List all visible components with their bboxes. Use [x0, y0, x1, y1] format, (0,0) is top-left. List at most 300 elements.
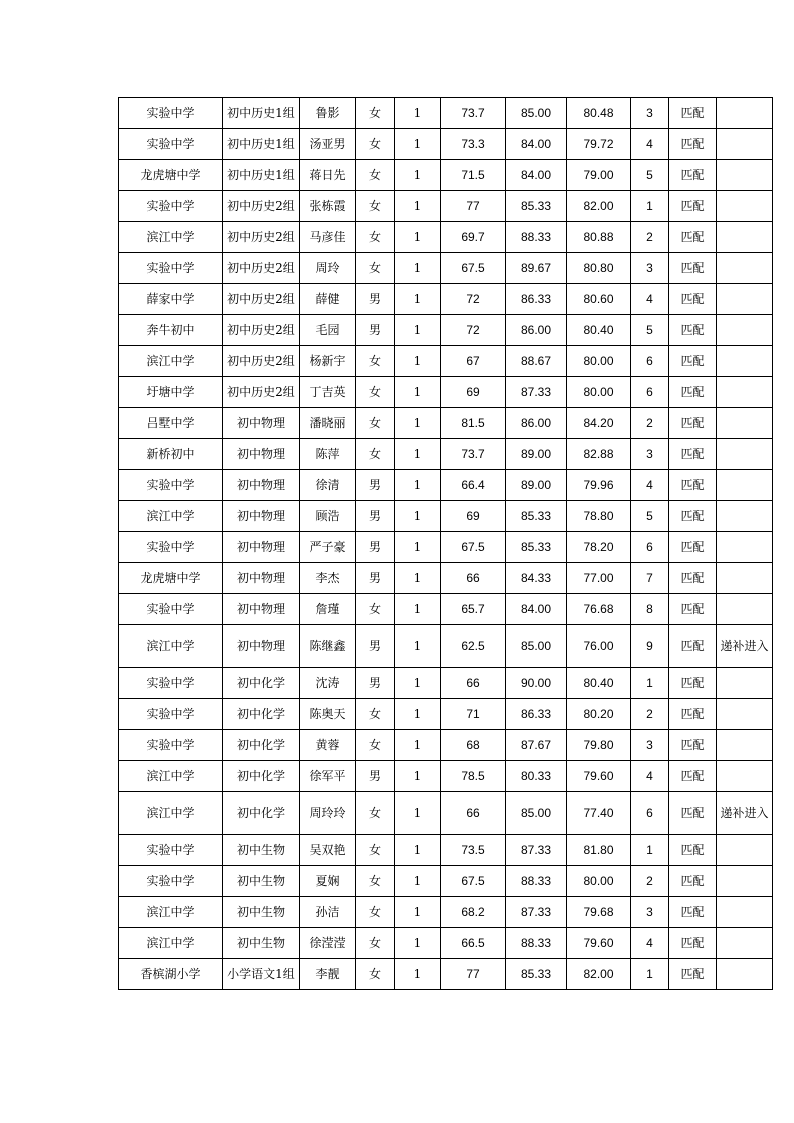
- interview-score-cell: 87.33: [506, 897, 567, 928]
- post-cell: 初中化学: [223, 730, 300, 761]
- gender-cell: 男: [356, 563, 395, 594]
- table-row: [119, 959, 773, 990]
- written-score-cell: 77: [441, 191, 506, 222]
- note-cell: [717, 315, 773, 346]
- note-cell: [717, 928, 773, 959]
- interview-score-cell: 80.33: [506, 761, 567, 792]
- interview-score-cell: 85.33: [506, 959, 567, 990]
- table-row: [119, 284, 773, 315]
- rank-cell: 1: [631, 959, 669, 990]
- table-row: [119, 222, 773, 253]
- name-cell: 顾浩: [300, 501, 356, 532]
- rank-cell: 3: [631, 897, 669, 928]
- total-score-cell: 79.60: [567, 761, 631, 792]
- written-score-cell: 68: [441, 730, 506, 761]
- written-score-cell: 66: [441, 792, 506, 835]
- school-cell: 新桥初中: [119, 439, 223, 470]
- rank-cell: 6: [631, 377, 669, 408]
- status-cell: 匹配: [669, 439, 717, 470]
- total-score-cell: 82.00: [567, 191, 631, 222]
- rank-cell: 6: [631, 792, 669, 835]
- note-cell: [717, 98, 773, 129]
- note-cell: [717, 730, 773, 761]
- name-cell: 詹瑾: [300, 594, 356, 625]
- status-cell: 匹配: [669, 835, 717, 866]
- note-cell: [717, 532, 773, 563]
- note-cell: 递补进入: [717, 792, 773, 835]
- interview-score-cell: 84.33: [506, 563, 567, 594]
- name-cell: 杨新宇: [300, 346, 356, 377]
- note-cell: [717, 959, 773, 990]
- note-cell: [717, 761, 773, 792]
- table-body: [119, 98, 773, 990]
- gender-cell: 男: [356, 284, 395, 315]
- count-cell: 1: [395, 668, 441, 699]
- school-cell: 龙虎塘中学: [119, 563, 223, 594]
- rank-cell: 9: [631, 625, 669, 668]
- school-cell: 实验中学: [119, 668, 223, 699]
- written-score-cell: 81.5: [441, 408, 506, 439]
- written-score-cell: 69.7: [441, 222, 506, 253]
- total-score-cell: 80.00: [567, 346, 631, 377]
- status-cell: 匹配: [669, 501, 717, 532]
- school-cell: 滨江中学: [119, 897, 223, 928]
- interview-score-cell: 88.33: [506, 866, 567, 897]
- note-cell: [717, 408, 773, 439]
- interview-score-cell: 84.00: [506, 160, 567, 191]
- interview-score-cell: 89.00: [506, 470, 567, 501]
- note-cell: [717, 129, 773, 160]
- interview-score-cell: 87.67: [506, 730, 567, 761]
- gender-cell: 女: [356, 699, 395, 730]
- interview-score-cell: 85.33: [506, 532, 567, 563]
- interview-score-cell: 86.00: [506, 315, 567, 346]
- interview-score-cell: 86.33: [506, 284, 567, 315]
- count-cell: 1: [395, 792, 441, 835]
- rank-cell: 1: [631, 835, 669, 866]
- rank-cell: 6: [631, 532, 669, 563]
- name-cell: 马彦佳: [300, 222, 356, 253]
- status-cell: 匹配: [669, 866, 717, 897]
- status-cell: 匹配: [669, 253, 717, 284]
- status-cell: 匹配: [669, 470, 717, 501]
- total-score-cell: 81.80: [567, 835, 631, 866]
- rank-cell: 3: [631, 439, 669, 470]
- post-cell: 初中物理: [223, 625, 300, 668]
- name-cell: 陈萍: [300, 439, 356, 470]
- note-cell: [717, 191, 773, 222]
- count-cell: 1: [395, 563, 441, 594]
- rank-cell: 5: [631, 160, 669, 191]
- school-cell: 吕墅中学: [119, 408, 223, 439]
- status-cell: 匹配: [669, 761, 717, 792]
- written-score-cell: 73.5: [441, 835, 506, 866]
- note-cell: [717, 501, 773, 532]
- status-cell: 匹配: [669, 191, 717, 222]
- name-cell: 潘晓丽: [300, 408, 356, 439]
- written-score-cell: 67.5: [441, 253, 506, 284]
- name-cell: 陈继鑫: [300, 625, 356, 668]
- rank-cell: 7: [631, 563, 669, 594]
- interview-score-cell: 90.00: [506, 668, 567, 699]
- post-cell: 初中物理: [223, 501, 300, 532]
- name-cell: 周玲: [300, 253, 356, 284]
- interview-score-cell: 87.33: [506, 835, 567, 866]
- count-cell: 1: [395, 928, 441, 959]
- note-cell: [717, 897, 773, 928]
- count-cell: 1: [395, 222, 441, 253]
- school-cell: 实验中学: [119, 253, 223, 284]
- status-cell: 匹配: [669, 959, 717, 990]
- post-cell: 初中历史2组: [223, 191, 300, 222]
- interview-score-cell: 88.67: [506, 346, 567, 377]
- total-score-cell: 79.68: [567, 897, 631, 928]
- rank-cell: 5: [631, 315, 669, 346]
- rank-cell: 2: [631, 408, 669, 439]
- written-score-cell: 73.7: [441, 439, 506, 470]
- table-row: [119, 160, 773, 191]
- table-row: [119, 866, 773, 897]
- name-cell: 陈奥天: [300, 699, 356, 730]
- count-cell: 1: [395, 284, 441, 315]
- count-cell: 1: [395, 439, 441, 470]
- post-cell: 小学语文1组: [223, 959, 300, 990]
- table-row: [119, 835, 773, 866]
- post-cell: 初中生物: [223, 897, 300, 928]
- table-row: [119, 501, 773, 532]
- count-cell: 1: [395, 835, 441, 866]
- school-cell: 实验中学: [119, 594, 223, 625]
- school-cell: 实验中学: [119, 835, 223, 866]
- name-cell: 鲁影: [300, 98, 356, 129]
- interview-score-cell: 85.33: [506, 191, 567, 222]
- status-cell: 匹配: [669, 160, 717, 191]
- count-cell: 1: [395, 98, 441, 129]
- post-cell: 初中物理: [223, 439, 300, 470]
- status-cell: 匹配: [669, 315, 717, 346]
- table-row: [119, 897, 773, 928]
- post-cell: 初中生物: [223, 835, 300, 866]
- count-cell: 1: [395, 129, 441, 160]
- gender-cell: 女: [356, 377, 395, 408]
- table-row: [119, 563, 773, 594]
- gender-cell: 女: [356, 792, 395, 835]
- total-score-cell: 78.80: [567, 501, 631, 532]
- post-cell: 初中物理: [223, 563, 300, 594]
- written-score-cell: 67.5: [441, 866, 506, 897]
- interview-score-cell: 86.00: [506, 408, 567, 439]
- table-row: [119, 792, 773, 835]
- name-cell: 汤亚男: [300, 129, 356, 160]
- post-cell: 初中历史2组: [223, 346, 300, 377]
- status-cell: 匹配: [669, 668, 717, 699]
- written-score-cell: 73.3: [441, 129, 506, 160]
- gender-cell: 女: [356, 98, 395, 129]
- total-score-cell: 80.48: [567, 98, 631, 129]
- written-score-cell: 66.4: [441, 470, 506, 501]
- name-cell: 沈涛: [300, 668, 356, 699]
- rank-cell: 4: [631, 129, 669, 160]
- school-cell: 龙虎塘中学: [119, 160, 223, 191]
- school-cell: 圩塘中学: [119, 377, 223, 408]
- status-cell: 匹配: [669, 346, 717, 377]
- count-cell: 1: [395, 866, 441, 897]
- gender-cell: 女: [356, 439, 395, 470]
- rank-cell: 1: [631, 668, 669, 699]
- name-cell: 吴双艳: [300, 835, 356, 866]
- total-score-cell: 76.00: [567, 625, 631, 668]
- rank-cell: 1: [631, 191, 669, 222]
- total-score-cell: 79.80: [567, 730, 631, 761]
- school-cell: 实验中学: [119, 866, 223, 897]
- post-cell: 初中化学: [223, 792, 300, 835]
- written-score-cell: 68.2: [441, 897, 506, 928]
- total-score-cell: 82.88: [567, 439, 631, 470]
- interview-score-cell: 85.00: [506, 98, 567, 129]
- name-cell: 毛园: [300, 315, 356, 346]
- table-row: [119, 532, 773, 563]
- table-row: [119, 668, 773, 699]
- table-row: [119, 129, 773, 160]
- interview-score-cell: 86.33: [506, 699, 567, 730]
- total-score-cell: 76.68: [567, 594, 631, 625]
- table-row: [119, 470, 773, 501]
- rank-cell: 5: [631, 501, 669, 532]
- written-score-cell: 69: [441, 501, 506, 532]
- school-cell: 滨江中学: [119, 222, 223, 253]
- count-cell: 1: [395, 625, 441, 668]
- total-score-cell: 77.40: [567, 792, 631, 835]
- status-cell: 匹配: [669, 284, 717, 315]
- gender-cell: 女: [356, 253, 395, 284]
- interview-score-cell: 87.33: [506, 377, 567, 408]
- note-cell: 递补进入: [717, 625, 773, 668]
- name-cell: 严子豪: [300, 532, 356, 563]
- gender-cell: 女: [356, 191, 395, 222]
- total-score-cell: 79.00: [567, 160, 631, 191]
- gender-cell: 女: [356, 835, 395, 866]
- status-cell: 匹配: [669, 730, 717, 761]
- post-cell: 初中历史2组: [223, 222, 300, 253]
- post-cell: 初中物理: [223, 470, 300, 501]
- school-cell: 滨江中学: [119, 761, 223, 792]
- status-cell: 匹配: [669, 222, 717, 253]
- post-cell: 初中化学: [223, 699, 300, 730]
- note-cell: [717, 563, 773, 594]
- name-cell: 蒋日先: [300, 160, 356, 191]
- note-cell: [717, 835, 773, 866]
- rank-cell: 4: [631, 470, 669, 501]
- interview-score-cell: 88.33: [506, 222, 567, 253]
- note-cell: [717, 699, 773, 730]
- status-cell: 匹配: [669, 594, 717, 625]
- name-cell: 孙洁: [300, 897, 356, 928]
- written-score-cell: 67.5: [441, 532, 506, 563]
- note-cell: [717, 866, 773, 897]
- name-cell: 李杰: [300, 563, 356, 594]
- total-score-cell: 77.00: [567, 563, 631, 594]
- status-cell: 匹配: [669, 792, 717, 835]
- written-score-cell: 66.5: [441, 928, 506, 959]
- gender-cell: 女: [356, 222, 395, 253]
- count-cell: 1: [395, 501, 441, 532]
- interview-score-cell: 89.00: [506, 439, 567, 470]
- post-cell: 初中历史1组: [223, 98, 300, 129]
- note-cell: [717, 439, 773, 470]
- count-cell: 1: [395, 959, 441, 990]
- name-cell: 薛健: [300, 284, 356, 315]
- gender-cell: 女: [356, 160, 395, 191]
- post-cell: 初中生物: [223, 866, 300, 897]
- table-row: [119, 594, 773, 625]
- total-score-cell: 84.20: [567, 408, 631, 439]
- note-cell: [717, 668, 773, 699]
- count-cell: 1: [395, 191, 441, 222]
- gender-cell: 女: [356, 866, 395, 897]
- note-cell: [717, 253, 773, 284]
- total-score-cell: 80.40: [567, 668, 631, 699]
- table-row: [119, 253, 773, 284]
- name-cell: 丁吉英: [300, 377, 356, 408]
- post-cell: 初中历史2组: [223, 253, 300, 284]
- status-cell: 匹配: [669, 928, 717, 959]
- post-cell: 初中历史1组: [223, 129, 300, 160]
- table-row: [119, 439, 773, 470]
- written-score-cell: 72: [441, 315, 506, 346]
- rank-cell: 2: [631, 222, 669, 253]
- school-cell: 实验中学: [119, 470, 223, 501]
- written-score-cell: 62.5: [441, 625, 506, 668]
- rank-cell: 2: [631, 699, 669, 730]
- written-score-cell: 71.5: [441, 160, 506, 191]
- school-cell: 香槟湖小学: [119, 959, 223, 990]
- written-score-cell: 65.7: [441, 594, 506, 625]
- count-cell: 1: [395, 315, 441, 346]
- written-score-cell: 66: [441, 563, 506, 594]
- gender-cell: 男: [356, 532, 395, 563]
- post-cell: 初中历史1组: [223, 160, 300, 191]
- school-cell: 滨江中学: [119, 625, 223, 668]
- gender-cell: 女: [356, 346, 395, 377]
- count-cell: 1: [395, 594, 441, 625]
- table-row: [119, 377, 773, 408]
- school-cell: 实验中学: [119, 98, 223, 129]
- count-cell: 1: [395, 377, 441, 408]
- written-score-cell: 71: [441, 699, 506, 730]
- table-row: [119, 730, 773, 761]
- gender-cell: 女: [356, 408, 395, 439]
- table-row: [119, 408, 773, 439]
- count-cell: 1: [395, 897, 441, 928]
- name-cell: 张栋霞: [300, 191, 356, 222]
- count-cell: 1: [395, 730, 441, 761]
- school-cell: 薛家中学: [119, 284, 223, 315]
- school-cell: 滨江中学: [119, 928, 223, 959]
- written-score-cell: 78.5: [441, 761, 506, 792]
- written-score-cell: 73.7: [441, 98, 506, 129]
- status-cell: 匹配: [669, 897, 717, 928]
- name-cell: 徐军平: [300, 761, 356, 792]
- total-score-cell: 82.00: [567, 959, 631, 990]
- rank-cell: 4: [631, 284, 669, 315]
- name-cell: 徐清: [300, 470, 356, 501]
- post-cell: 初中物理: [223, 408, 300, 439]
- note-cell: [717, 160, 773, 191]
- interview-score-cell: 85.00: [506, 625, 567, 668]
- written-score-cell: 77: [441, 959, 506, 990]
- gender-cell: 女: [356, 928, 395, 959]
- table-row: [119, 98, 773, 129]
- status-cell: 匹配: [669, 563, 717, 594]
- post-cell: 初中历史2组: [223, 315, 300, 346]
- count-cell: 1: [395, 761, 441, 792]
- table-row: [119, 191, 773, 222]
- school-cell: 实验中学: [119, 532, 223, 563]
- count-cell: 1: [395, 408, 441, 439]
- rank-cell: 8: [631, 594, 669, 625]
- count-cell: 1: [395, 699, 441, 730]
- status-cell: 匹配: [669, 377, 717, 408]
- gender-cell: 男: [356, 668, 395, 699]
- count-cell: 1: [395, 532, 441, 563]
- gender-cell: 女: [356, 959, 395, 990]
- school-cell: 实验中学: [119, 730, 223, 761]
- total-score-cell: 79.72: [567, 129, 631, 160]
- total-score-cell: 80.40: [567, 315, 631, 346]
- total-score-cell: 80.60: [567, 284, 631, 315]
- count-cell: 1: [395, 160, 441, 191]
- status-cell: 匹配: [669, 699, 717, 730]
- interview-score-cell: 85.33: [506, 501, 567, 532]
- post-cell: 初中生物: [223, 928, 300, 959]
- interview-score-cell: 84.00: [506, 594, 567, 625]
- count-cell: 1: [395, 253, 441, 284]
- post-cell: 初中历史2组: [223, 284, 300, 315]
- table-row: [119, 928, 773, 959]
- written-score-cell: 67: [441, 346, 506, 377]
- total-score-cell: 80.00: [567, 377, 631, 408]
- status-cell: 匹配: [669, 129, 717, 160]
- post-cell: 初中物理: [223, 532, 300, 563]
- school-cell: 滨江中学: [119, 501, 223, 532]
- rank-cell: 4: [631, 928, 669, 959]
- interview-score-cell: 84.00: [506, 129, 567, 160]
- interview-score-cell: 89.67: [506, 253, 567, 284]
- gender-cell: 男: [356, 625, 395, 668]
- status-cell: 匹配: [669, 625, 717, 668]
- gender-cell: 男: [356, 501, 395, 532]
- school-cell: 实验中学: [119, 699, 223, 730]
- rank-cell: 3: [631, 253, 669, 284]
- rank-cell: 3: [631, 730, 669, 761]
- status-cell: 匹配: [669, 532, 717, 563]
- rank-cell: 3: [631, 98, 669, 129]
- name-cell: 徐滢滢: [300, 928, 356, 959]
- status-cell: 匹配: [669, 408, 717, 439]
- interview-score-cell: 85.00: [506, 792, 567, 835]
- gender-cell: 女: [356, 897, 395, 928]
- status-cell: 匹配: [669, 98, 717, 129]
- post-cell: 初中化学: [223, 668, 300, 699]
- name-cell: 周玲玲: [300, 792, 356, 835]
- gender-cell: 女: [356, 730, 395, 761]
- results-table: [118, 97, 773, 990]
- total-score-cell: 80.80: [567, 253, 631, 284]
- note-cell: [717, 346, 773, 377]
- name-cell: 夏娴: [300, 866, 356, 897]
- gender-cell: 女: [356, 129, 395, 160]
- written-score-cell: 69: [441, 377, 506, 408]
